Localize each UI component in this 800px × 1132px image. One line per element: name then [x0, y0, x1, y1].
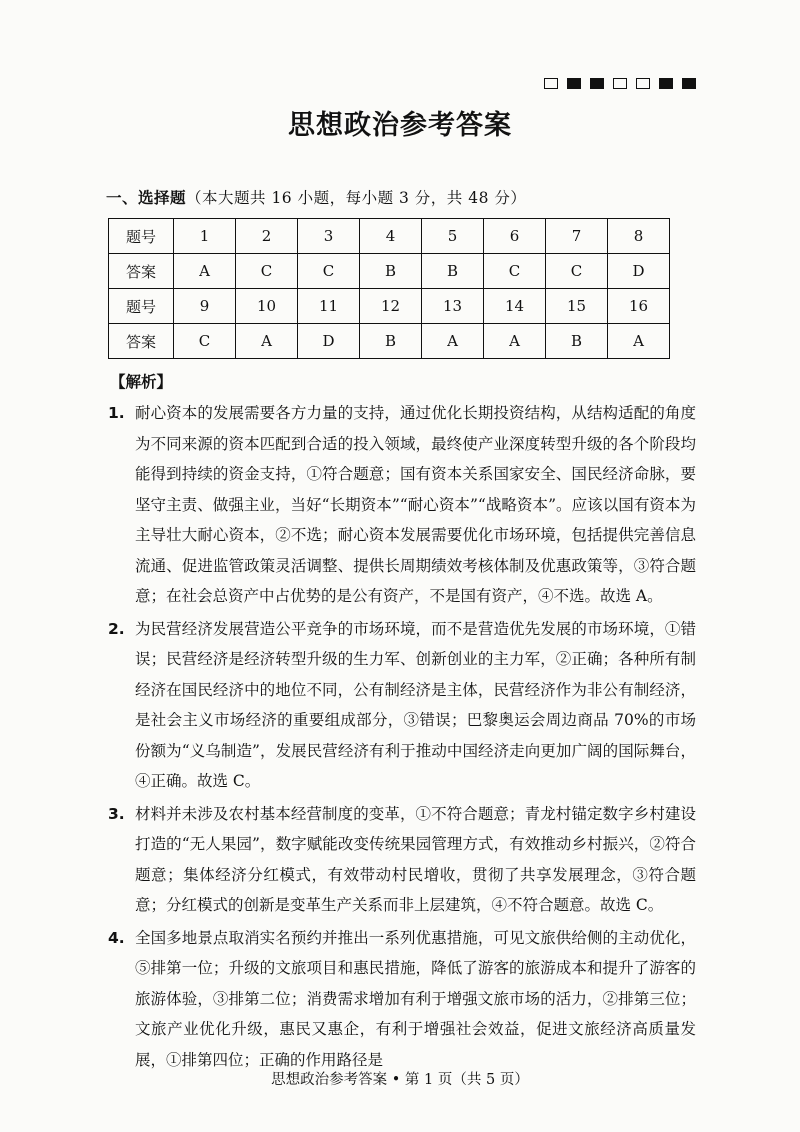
- table-cell: C: [236, 254, 298, 289]
- question-number-row: [109, 219, 670, 254]
- table-cell: 13: [422, 289, 484, 324]
- corner-mark: [590, 78, 604, 89]
- table-cell: D: [298, 324, 360, 359]
- item-text: 耐心资本的发展需要各方力量的支持，通过优化长期投资结构，从结构适配的角度为不同来源的资本匹配到合适的投入领域，最终使产业深度转型升级的各个阶段均能得到持续的资金支持，①符合题意；国有资本关系国家安全、国民经济命脉，要坚守主责、做强主业，当好“长期资本”“耐心资本”“战略资本”。应该以国有资本为主导壮大耐心资本，②不选；耐心资本发展需要优化市场环境，包括提供完善信息流通、促进监管政策灵活调整、提供长周期绩效考核体制及优惠政策等，③符合题意；在社会总资产中占优势的是公有资产，不是国有资产，④不选。故选 A。: [135, 404, 696, 605]
- item-text: 材料并未涉及农村基本经营制度的变革，①不符合题意；青龙村锚定数字乡村建设打造的“无人果园”，数字赋能改变传统果园管理方式，有效推动乡村振兴，②符合题意；集体经济分红模式，有效带动村民增收，贯彻了共享发展理念，③符合题意；分红模式的创新是变革生产关系而非上层建筑，④不符合题意。故选 C。: [135, 804, 696, 914]
- table-cell: C: [484, 254, 546, 289]
- section-note: （本大题共 16 小题，每小题 3 分，共 48 分）: [186, 189, 527, 207]
- table-cell: A: [484, 324, 546, 359]
- answer-row: [109, 324, 670, 359]
- section-heading: [106, 186, 526, 208]
- row-header-cell: 答案: [109, 254, 174, 289]
- table-cell: B: [360, 324, 422, 359]
- row-header-cell: 题号: [109, 219, 174, 254]
- corner-mark: [544, 78, 558, 89]
- table-cell: B: [546, 324, 608, 359]
- answer-table: [108, 218, 670, 359]
- analysis-list: [108, 398, 696, 1077]
- table-cell: A: [174, 254, 236, 289]
- item-number: 1.: [108, 404, 125, 422]
- row-header-cell: 题号: [109, 289, 174, 324]
- item-number: 4.: [108, 928, 125, 947]
- table-cell: B: [422, 254, 484, 289]
- answer-row: [109, 254, 670, 289]
- item-text: 为民营经济发展营造公平竞争的市场环境，而不是营造优先发展的市场环境，①错误；民营经济是经济转型升级的生力军、创新创业的主力军，②正确；各种所有制经济在国民经济中的地位不同，公有制经济是主体，民营经济作为非公有制经济，是社会主义市场经济的重要组成部分，③错误；巴黎奥运会周边商品 70%的市场份额为“义乌制造”，发展民营经济有利于推动中国经济走向更加广阔的国际舞台，④正确。故选 C。: [135, 619, 696, 790]
- corner-mark: [613, 78, 627, 89]
- item-text: 全国多地景点取消实名预约并推出一系列优惠措施，可见文旅供给侧的主动优化，⑤排第一位；升级的文旅项目和惠民措施，降低了游客的旅游成本和提升了游客的旅游体验，③排第二位；消费需求增加有利于增强文旅市场的活力，②排第三位；文旅产业优化升级，惠民又惠企，有利于增强社会效益，促进文旅经济高质量发展，①排第四位；正确的作用路径是: [135, 928, 696, 1069]
- table-cell: 14: [484, 289, 546, 324]
- table-cell: 3: [298, 219, 360, 254]
- table-cell: C: [174, 324, 236, 359]
- table-cell: B: [360, 254, 422, 289]
- table-cell: 10: [236, 289, 298, 324]
- section-label: 一、选择题: [106, 189, 187, 207]
- table-cell: 16: [608, 289, 670, 324]
- table-cell: 11: [298, 289, 360, 324]
- table-cell: C: [298, 254, 360, 289]
- table-cell: 6: [484, 219, 546, 254]
- item-number: 3.: [108, 804, 125, 823]
- table-cell: 1: [174, 219, 236, 254]
- table-cell: 2: [236, 219, 298, 254]
- analysis-heading: 【解析】: [110, 373, 173, 391]
- corner-mark: [682, 78, 696, 89]
- table-cell: 4: [360, 219, 422, 254]
- table-cell: 8: [608, 219, 670, 254]
- table-cell: 12: [360, 289, 422, 324]
- item-number: 2.: [108, 619, 125, 638]
- row-header-cell: 答案: [109, 324, 174, 359]
- table-cell: 9: [174, 289, 236, 324]
- table-cell: A: [608, 324, 670, 359]
- analysis-item: [108, 398, 696, 612]
- table-cell: A: [422, 324, 484, 359]
- table-cell: D: [608, 254, 670, 289]
- page-title: 思想政治参考答案: [288, 110, 512, 141]
- table-cell: A: [236, 324, 298, 359]
- analysis-item: [108, 799, 696, 921]
- corner-mark: [567, 78, 581, 89]
- page-footer: 思想政治参考答案 • 第 1 页（共 5 页）: [271, 1072, 529, 1088]
- corner-marks: [544, 78, 696, 89]
- corner-mark: [636, 78, 650, 89]
- table-cell: C: [546, 254, 608, 289]
- corner-mark: [659, 78, 673, 89]
- analysis-item: [108, 923, 696, 1076]
- table-cell: 5: [422, 219, 484, 254]
- question-number-row: [109, 289, 670, 324]
- table-cell: 7: [546, 219, 608, 254]
- table-cell: 15: [546, 289, 608, 324]
- analysis-item: [108, 614, 696, 797]
